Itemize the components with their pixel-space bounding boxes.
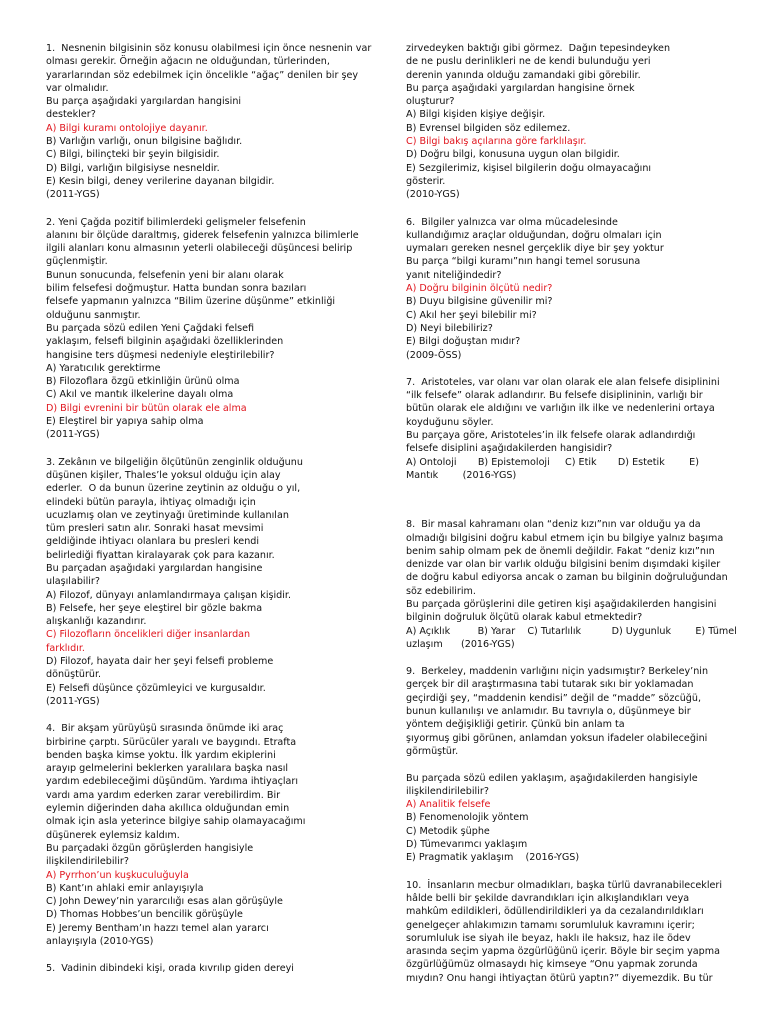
question-text-line: anlayışıyla (2010-YGS) (46, 936, 154, 947)
question-text-line: gerçek bir dil araştırmasına tabi tutarak sıkı bir yoklamadan (406, 679, 694, 691)
question-text-line: mahkûm edildikleri, ödüllendirildikleri ya da cezalandırıldıkları (406, 906, 704, 918)
question-text-line: ilişkilendirilebilir? (406, 785, 489, 797)
question-text-line: B) Filozoflara özgü etkinliğin ürünü olma (46, 376, 240, 388)
question-text-line: E) Pragmatik yaklaşım (2016-YGS) (406, 852, 580, 864)
question-text-line: benim sahip olmam pek de önemli değildir. Fakat “deniz kızı”nın (406, 545, 715, 557)
question-text-line: zirvedeyken baktığı gibi görmez. Dağın tepesindeyken (406, 43, 671, 54)
question-text-line: 3. Zekânın ve bilgeliğin ölçütünün zenginlik olduğunu (46, 456, 303, 468)
question-text-line: E) Jeremy Bentham’ın hazzı temel alan yararcı (46, 922, 269, 934)
question-text-line: vardı ama yardım ederken zarar verebilirdim. Bir (46, 789, 281, 801)
question-text-line: (2009-ÖSS) (406, 349, 462, 361)
question-text-line: benden başka kimse yoktu. İlk yardım ekiplerini (46, 749, 276, 761)
question-text-line: A) Filozof, dünyayı anlamlandırmaya çalışan kişidir. (46, 589, 292, 601)
question-text-line: ulaşılabilir? (46, 576, 100, 588)
right-column (406, 42, 737, 985)
question-text-line: özgürlüğümüz olmasaydı hiç kimseye “Onu yapmak zorunda (406, 959, 698, 971)
question-text-line: C) Metodik şüphe (406, 825, 490, 837)
question-text-line: geçirdiği şey, “maddenin kendisi” değil de “madde” sözcüğü, (406, 692, 702, 704)
question-text-line: D) Thomas Hobbes’un bencilik görüşüyle (46, 909, 243, 921)
question-text-line: (2010-YGS) (406, 189, 460, 201)
question-text-line: E) Sezgilerimiz, kişisel bilgilerin doğu olmayacağını (406, 162, 652, 174)
question-text-line: Bunun sonucunda, felsefenin yeni bir alanı olarak (46, 269, 284, 281)
question-text-line: sorumluluk ise siyah ile beyaz, haklı ile haksız, haz ile ödev (406, 932, 691, 944)
question-text-line: güçlenmiştir. (46, 256, 108, 268)
question-text-line: mıydın? Onu hangi ihtiyaçtan ötürü yaptın?” diyemezdik. Bu tür (406, 972, 713, 984)
question-text-line: hangisine ters düşmesi nedeniyle eleştirilebilir? (46, 349, 275, 361)
question-text-line: ilgili alanları konu almasının yeterli olabileceği düşüncesi belirip (46, 243, 353, 255)
question-text-line: 2. Yeni Çağda pozitif bilimlerdeki gelişmeler felsefenin (46, 216, 306, 228)
question-text-line: elindeki bütün parayla, ihtiyaç olmadığı için (46, 496, 256, 508)
question-text-line: A) Bilgi kişiden kişiye değişir. (406, 109, 546, 121)
question-q2 (46, 216, 376, 442)
question-text-line: (2011-YGS) (46, 695, 100, 707)
question-text-line: eylemin diğerinden daha akıllıca olduğundan emin (46, 803, 290, 815)
question-text-line: felsefe yapmanın yalnızca “Bilim üzerine düşünme” etkinliği (46, 296, 336, 308)
question-text-line: Bu parçada sözü edilen yaklaşım, aşağıdakilerden hangisiyle (406, 772, 698, 784)
question-text-line: şıyormuş gibi görünen, anlamdan yoksun ifadeler olabileceğini (406, 732, 708, 744)
question-text-line: tüm presleri satın alır. Sonraki hasat mevsimi (46, 523, 264, 535)
question-q4 (46, 722, 376, 948)
question-text-line: de ne puslu derinlikleri ne de kendi bulunduğu yeri (406, 56, 651, 68)
question-q5b (406, 42, 728, 202)
question-text-line: Bu parçada sözü edilen Yeni Çağdaki felsefi (46, 322, 255, 334)
question-text-line: 6. Bilgiler yalnızca var olma mücadelesinde (406, 216, 618, 228)
question-text-line: dönüştürür. (46, 669, 102, 681)
question-text-line: olmadığı bilgisini doğru kabul etmem için bu bilgiye yalnız başıma (406, 532, 724, 544)
question-text-line: genelgeçer ahlakımızın tamamı sorumluluk kavramını içerir; (406, 919, 695, 931)
question-text-line: C) Bilgi, bilinçteki bir şeyin bilgisidir. (46, 149, 220, 161)
question-text-line: olduğunu sanmıştır. (46, 309, 141, 321)
question-text-line: arasında seçim yapma özgürlüğünü içerir. Böyle bir seçim yapma (406, 946, 720, 958)
question-text-line: B) Fenomenolojik yöntem (406, 812, 529, 824)
question-text-line: olması gerekir. Örneğin ağacın ne olduğundan, türlerinden, (46, 56, 330, 68)
question-text-line: Bu parçaya göre, Aristoteles’in ilk felsefe olarak adlandırdığı (406, 430, 696, 442)
question-text-line: yöntem değişikliği getirir. Çünkü bin anlam ta (406, 719, 625, 731)
question-text-line: görmüştür. (406, 745, 459, 757)
question-text-line: E) Bilgi doğuştan mıdır? (406, 336, 521, 348)
question-text-line: “ilk felsefe” olarak adlandırır. Bu felsefe disiplininin, varlığı bir (406, 390, 703, 402)
correct-answer-line: D) Bilgi evrenini bir bütün olarak ele alma (46, 402, 247, 414)
question-text-line: düşünen kişiler, Thales’le yoksul olduğu için alay (46, 469, 281, 481)
question-text-line: geldiğinde ihtiyacı olanlara bu presleri kendi (46, 536, 260, 548)
question-text-line: hâlde belli bir şekilde davrandıkları için alkışlandıkları veya (406, 892, 690, 904)
question-text-line: düşünerek eylemsiz kaldım. (46, 829, 180, 841)
question-text-line: de doğru kabul ediyorsa ancak o zaman bu bilginin doğruluğundan (406, 572, 728, 584)
question-text-line: E) Kesin bilgi, deney verilerine dayanan bilgidir. (46, 175, 275, 187)
question-text-line: C) John Dewey’nin yararcılığı esas alan görüşüyle (46, 896, 283, 908)
question-text-line: Bu parçadaki özgün görüşlerden hangisiyle (46, 842, 254, 854)
question-text-line: 8. Bir masal kahramanı olan “deniz kızı”nın var olduğu ya da (406, 519, 701, 531)
question-text-line: 4. Bir akşam yürüyüşü sırasında önümde iki araç (46, 723, 284, 735)
question-text-line: Bu parça aşağıdaki yargılardan hangisine örnek (406, 82, 635, 94)
question-text-line: kullandığımız araçlar olduğundan, doğru olmaları için (406, 229, 662, 241)
correct-answer-line: C) Filozofların öncelikleri diğer insanlardan (46, 629, 251, 641)
question-text-line: alanını bir ölçüde daraltmış, giderek felsefenin yalnızca bilimlerle (46, 229, 359, 241)
question-text-line: A) Ontoloji B) Epistemoloji C) Etik D) Estetik E) (406, 456, 699, 468)
question-text-line: B) Varlığın varlığı, onun bilgisine bağlıdır. (46, 136, 243, 148)
question-text-line: A) Yaratıcılık gerektirme (46, 362, 161, 374)
question-text-line: yaklaşım, felsefi bilginin aşağıdaki özelliklerinden (46, 336, 284, 348)
question-text-line: E) Eleştirel bir yapıya sahip olma (46, 416, 204, 428)
question-text-line: var olmalıdır. (46, 82, 109, 94)
question-text-line: derenin yanında olduğu zamandaki gibi görebilir. (406, 69, 641, 81)
question-q3 (46, 456, 376, 709)
correct-answer-line: A) Analitik felsefe (406, 799, 491, 811)
question-text-line: B) Evrensel bilgiden söz edilemez. (406, 122, 571, 134)
correct-answer-line: A) Pyrrhon’un kuşkuculuğuyla (46, 869, 189, 881)
question-text-line: 7. Aristoteles, var olanı var olan olarak ele alan felsefe disiplinini (406, 376, 720, 388)
correct-answer-line: A) Doğru bilginin ölçütü nedir? (406, 283, 553, 295)
question-text-line: 1. Nesnenin bilgisinin söz konusu olabilmesi için önce nesnenin var (46, 43, 372, 54)
question-text-line: bunun kullanılışı ve anlamıdır. Bu tavrıyla o, düşünmeye bir (406, 706, 691, 718)
question-text-line: 10. İnsanların mecbur olmadıkları, başka türlü davranabilecekleri (406, 879, 723, 891)
question-text-line: (2011-YGS) (46, 189, 100, 201)
question-q8 (406, 518, 737, 651)
question-text-line: B) Duyu bilgisine güvenilir mi? (406, 296, 553, 308)
question-text-line: Bu parçadan aşağıdaki yargılardan hangisine (46, 562, 263, 574)
question-q6 (406, 216, 728, 362)
question-q5a (46, 962, 376, 975)
question-text-line: yardım edebileceğimi düşündüm. Yardıma ihtiyaçları (46, 776, 299, 788)
question-text-line: Bu parça aşağıdaki yargılardan hangisini (46, 96, 242, 108)
question-text-line: Bu parçada görüşlerini dile getiren kişi aşağıdakilerden hangisini (406, 598, 717, 610)
question-text-line: D) Tümevarımcı yaklaşım (406, 839, 528, 851)
question-text-line: birbirine çarptı. Sürücüler yaralı ve baygındı. Etrafta (46, 736, 297, 748)
question-text-line: belirlediği fiyattan kiralayarak çok para kazanır. (46, 549, 275, 561)
question-text-line: denizde var olan bir varlık olduğu bilgisini benim dışımdaki kişiler (406, 559, 721, 571)
left-column (46, 42, 376, 976)
question-text-line: yanıt niteliğindedir? (406, 269, 502, 281)
question-text-line: koyduğunu söyler. (406, 416, 494, 428)
question-text-line: Bu parça “bilgi kuramı”nın hangi temel sorusuna (406, 256, 641, 268)
question-text-line: olmak için asla yeterince bilgiye sahip olamayacağımı (46, 816, 306, 828)
question-text-line: B) Kant’ın ahlaki emir anlayışıyla (46, 882, 204, 894)
question-text-line: D) Doğru bilgi, konusuna uygun olan bilgidir. (406, 149, 620, 161)
question-q10 (406, 879, 728, 985)
question-text-line: alışkanlığı kazandırır. (46, 616, 147, 628)
question-text-line: bilim felsefesi doğmuştur. Hatta bundan sonra bazıları (46, 283, 307, 295)
question-q1 (46, 42, 376, 202)
question-text-line: uymaları gereken nesnel gerçeklik diye bir şey yoktur (406, 243, 664, 255)
question-text-line: ederler. O da bunun üzerine zeytinin az olduğu o yıl, (46, 483, 301, 495)
question-text-line: söz edebilirim. (406, 585, 476, 597)
question-q9 (406, 665, 728, 864)
question-text-line: ucuzlamış olan ve zeytinyağı üretiminde kullanılan (46, 509, 289, 521)
question-text-line: uzlaşım (2016-YGS) (406, 638, 515, 650)
question-text-line: D) Neyi bilebiliriz? (406, 322, 493, 334)
question-text-line: 5. Vadinin dibindeki kişi, orada kıvrılıp giden dereyi (46, 963, 294, 975)
question-text-line: (2011-YGS) (46, 429, 100, 441)
correct-answer-line: C) Bilgi bakış açılarına göre farklılaşır. (406, 136, 587, 148)
question-text-line: C) Akıl her şeyi bilebilir mi? (406, 309, 537, 321)
question-text-line: A) Açıklık B) Yarar C) Tutarlılık D) Uygunluk E) Tümel (406, 625, 737, 637)
question-text-line: arayıp gelmelerini beklerken yaralılara başka nasıl (46, 763, 289, 775)
question-text-line: bütün olarak ele aldığını ve varlığın ilk ilke ve nedenlerini ortaya (406, 403, 715, 415)
question-text-line: yararlarından söz edebilmek için öncelikle “ağaç” denilen bir şey (46, 69, 359, 81)
question-text-line: bilginin doğruluk ölçütü olarak kabul etmektedir? (406, 612, 643, 624)
question-text-line: Mantık (2016-YGS) (406, 469, 517, 481)
question-text-line: B) Felsefe, her şeye eleştirel bir gözle bakma (46, 602, 263, 614)
question-text-line: D) Bilgi, varlığın bilgisiyse nesneldir. (46, 162, 220, 174)
question-text-line (406, 758, 728, 771)
question-text-line: felsefe disiplini aşağıdakilerden hangisidir? (406, 443, 613, 455)
question-text-line: D) Filozof, hayata dair her şeyi felsefi probleme (46, 656, 274, 668)
question-text-line: 9. Berkeley, maddenin varlığını niçin yadsımıştır? Berkeley’nin (406, 666, 709, 678)
correct-answer-line: A) Bilgi kuramı ontolojiye dayanır. (46, 122, 208, 134)
question-text-line: gösterir. (406, 175, 446, 187)
question-text-line: oluşturur? (406, 96, 455, 108)
question-text-line: E) Felsefi düşünce çözümleyici ve kurgusaldır. (46, 682, 266, 694)
question-text-line: ilişkilendirilebilir? (46, 856, 129, 868)
question-text-line: destekler? (46, 109, 96, 121)
correct-answer-line: farklıdır. (46, 642, 85, 654)
question-text-line: C) Akıl ve mantık ilkelerine dayalı olma (46, 389, 234, 401)
question-q7 (406, 376, 728, 482)
